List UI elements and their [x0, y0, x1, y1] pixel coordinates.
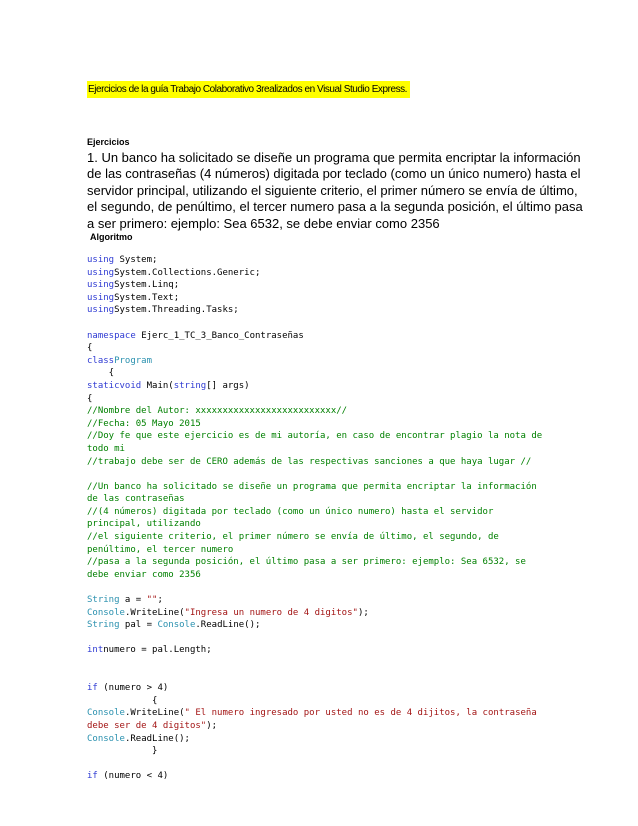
- code-token: //Un banco ha solicitado se diseñe un programa que permita encriptar la información: [87, 481, 537, 492]
- code-line: [87, 695, 557, 708]
- code-line: [87, 556, 557, 569]
- code-line: [87, 367, 557, 380]
- code-token: {: [87, 393, 93, 404]
- code-token: (numero > 4): [97, 683, 169, 694]
- code-token: {: [87, 343, 93, 354]
- code-token: using: [87, 280, 115, 291]
- code-token: System.Text;: [114, 292, 180, 303]
- code-block: [87, 254, 557, 783]
- code-token: System;: [114, 255, 158, 265]
- code-token: a =: [119, 595, 147, 606]
- code-line: [87, 330, 557, 343]
- code-line: [87, 682, 557, 695]
- code-token: String: [87, 595, 120, 606]
- code-token: pal =: [119, 620, 158, 631]
- code-token: ;: [157, 595, 163, 606]
- code-token: //Nombre del Autor: xxxxxxxxxxxxxxxxxxxxxxxxxx//: [87, 406, 348, 417]
- code-token: String: [87, 620, 120, 631]
- code-token: Console: [157, 620, 196, 631]
- code-token: //Fecha: 05 Mayo 2015: [87, 418, 201, 429]
- code-token: todo mi: [87, 443, 125, 454]
- code-token: Main(: [141, 380, 174, 391]
- code-line: [87, 644, 557, 657]
- problem-statement: [87, 150, 583, 232]
- code-line: [87, 380, 557, 393]
- code-line: [87, 518, 557, 531]
- statement-line: 1. Un banco ha solicitado se diseñe un programa que permita encriptar la información: [87, 150, 581, 165]
- code-line: [87, 544, 557, 557]
- code-line: [87, 657, 557, 670]
- code-line: [87, 267, 557, 280]
- code-token: using: [87, 267, 115, 278]
- code-token: numero = pal.Length;: [103, 645, 212, 656]
- code-token: Program: [114, 355, 153, 366]
- code-line: [87, 493, 557, 506]
- code-token: using: [87, 305, 115, 316]
- code-token: penúltimo, el tercer numero: [87, 544, 234, 555]
- code-line: [87, 481, 557, 494]
- code-token: {: [87, 368, 115, 379]
- code-line: [87, 506, 557, 519]
- code-line: [87, 393, 557, 406]
- code-line: [87, 720, 557, 733]
- code-line: [87, 569, 557, 582]
- code-line: [87, 758, 557, 771]
- code-line: [87, 468, 557, 481]
- code-token: [] args): [206, 380, 250, 391]
- code-line: [87, 607, 557, 620]
- code-token: Console: [87, 708, 125, 719]
- code-token: "": [146, 595, 158, 606]
- code-line: [87, 342, 557, 355]
- code-token: debe ser de 4 digitos": [87, 720, 207, 731]
- code-token: //(4 números) digitada por teclado (como un único numero) hasta el servidor: [87, 506, 494, 517]
- statement-line: de las contraseñas (4 números) digitada por teclado (como un único numero) hasta el: [87, 166, 581, 182]
- code-token: if: [87, 683, 98, 694]
- code-token: );: [206, 720, 218, 731]
- code-line: [87, 292, 557, 305]
- code-token: staticvoid: [87, 380, 142, 391]
- code-line: [87, 745, 557, 758]
- code-token: using: [87, 255, 115, 265]
- section-label: Ejercicios: [87, 137, 130, 147]
- code-token: //trabajo debe ser de CERO además de las respectivas sanciones a que haya lugar //: [87, 456, 532, 467]
- code-token: debe enviar como 2356: [87, 569, 201, 580]
- code-token: principal, utilizando: [87, 519, 201, 530]
- algorithm-label: Algoritmo: [90, 232, 133, 242]
- code-token: " El numero ingresado por usted no es de 4 dijitos, la contraseña: [184, 708, 537, 719]
- code-token: }: [87, 746, 158, 757]
- code-token: System.Collections.Generic;: [114, 267, 261, 278]
- code-line: [87, 317, 557, 330]
- code-token: //Doy fe que este ejercicio es de mi autoría, en caso de encontrar plagio la nota de: [87, 431, 543, 442]
- code-token: int: [87, 645, 104, 656]
- code-line: [87, 594, 557, 607]
- code-line: [87, 581, 557, 594]
- code-line: [87, 670, 557, 683]
- code-token: System.Linq;: [114, 280, 180, 291]
- code-line: [87, 254, 557, 267]
- code-line: [87, 456, 557, 469]
- code-token: de las contraseñas: [87, 494, 185, 505]
- code-token: Console: [87, 607, 125, 618]
- code-token: class: [87, 355, 115, 366]
- code-token: Console: [87, 733, 125, 744]
- code-token: string: [173, 380, 207, 391]
- code-token: .ReadLine();: [195, 620, 261, 631]
- code-token: {: [87, 695, 158, 706]
- code-token: .ReadLine();: [124, 733, 190, 744]
- code-token: );: [357, 607, 369, 618]
- code-token: (numero < 4): [97, 771, 169, 782]
- statement-line: a ser primero: ejemplo: Sea 6532, se debe enviar como 2356: [87, 215, 440, 231]
- code-line: [87, 418, 557, 431]
- code-line: [87, 279, 557, 292]
- code-token: //pasa a la segunda posición, el último pasa a ser primero: ejemplo: Sea 6532, se: [87, 557, 526, 568]
- code-line: [87, 430, 557, 443]
- code-line: [87, 733, 557, 746]
- code-token: using: [87, 292, 115, 303]
- code-line: [87, 632, 557, 645]
- code-token: .WriteLine(: [124, 607, 185, 618]
- code-line: [87, 707, 557, 720]
- document-title: Ejercicios de la guía Trabajo Colaborativo 3realizados en Visual Studio Express.: [87, 81, 410, 98]
- code-token: if: [87, 771, 98, 782]
- code-line: [87, 304, 557, 317]
- code-token: System.Threading.Tasks;: [114, 305, 239, 316]
- code-token: "Ingresa un numero de 4 digitos": [184, 607, 358, 618]
- code-token: //el siguiente criterio, el primer número se envía de último, el segundo, de: [87, 532, 499, 543]
- code-token: .WriteLine(: [124, 708, 185, 719]
- code-token: namespace: [87, 330, 136, 341]
- code-line: [87, 443, 557, 456]
- code-line: [87, 355, 557, 368]
- statement-line: servidor principal, utilizando el siguiente criterio, el primer número se envía de último,: [87, 182, 578, 198]
- statement-line: el segundo, de penúltimo, el tercer numero pasa a la segunda posición, el último pasa: [87, 199, 583, 215]
- code-line: [87, 405, 557, 418]
- code-line: [87, 770, 557, 783]
- code-line: [87, 619, 557, 632]
- code-token: Ejerc_1_TC_3_Banco_Contraseñas: [135, 330, 304, 341]
- code-line: [87, 531, 557, 544]
